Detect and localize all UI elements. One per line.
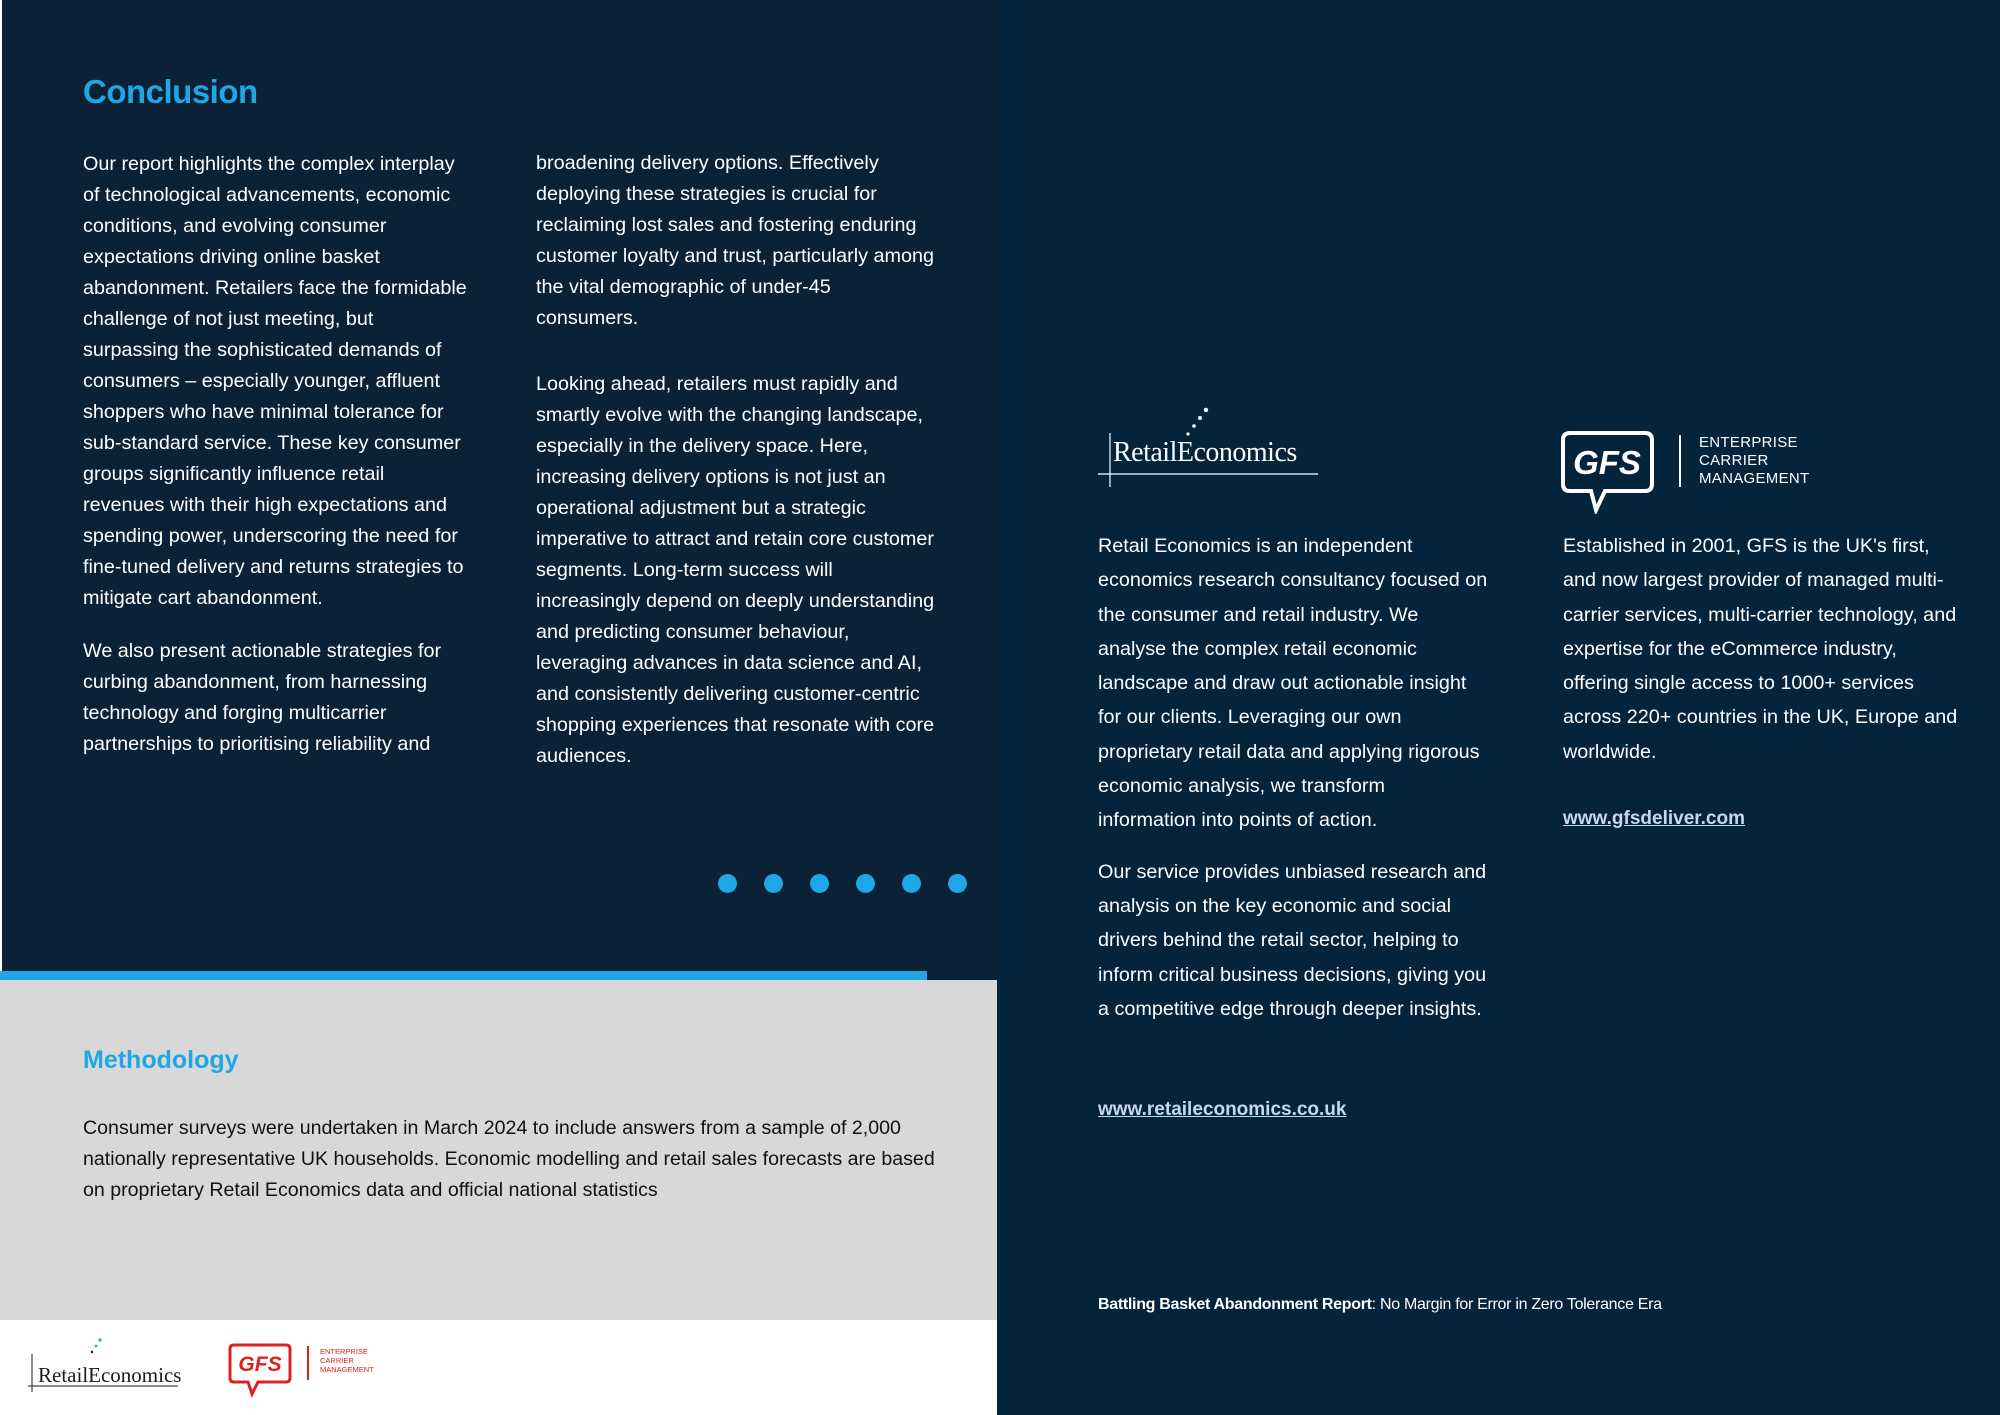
description-paragraph: Our service provides unbiased research and analysis on the key economic and social drivers behind the retail sector, helping to inform critical business decisions, giving you a competitive edge through deeper insights.: [1098, 860, 1487, 1020]
gfs-footer-logo-text: GFS: [238, 1353, 282, 1376]
footer-separator: [307, 1346, 309, 1380]
gfs-logo-icon: [1560, 430, 1655, 514]
retail-economics-footer-logo-text: RetailEconomics: [38, 1363, 182, 1387]
retail-economics-description: [1098, 529, 1488, 1043]
decorative-dots: [718, 874, 967, 893]
accent-divider: [0, 971, 927, 980]
description-paragraph: Established in 2001, GFS is the UK's first, and now largest provider of managed multi-carrier services, multi-carrier technology, and expertise for the eCommerce industry, offering single access to 1000+ services across 220+ countries in the UK, Europe and worldwide.: [1563, 535, 1958, 763]
ecm-line: ENTERPRISE: [1699, 434, 1798, 451]
description-paragraph: Retail Economics is an independent economics research consultancy focused on the consumer and retail industry. We analyse the complex retail economic landscape and draw out actionable insight for our clients. Leveraging our own proprietary retail data and applying rigorous economic analysis, we transform information into points of action.: [1098, 535, 1488, 832]
report-title: [1098, 1296, 1662, 1314]
methodology-text: Consumer surveys were undertaken in March 2024 to include answers from a sample of 2,000 nationally representative UK households. Economic modelling and retail sales forecasts are based on proprietary Retail Economics data and official national statistics: [83, 1117, 935, 1201]
dot: [856, 874, 875, 893]
ecm-line: CARRIER: [1699, 452, 1769, 469]
gfs-description: [1563, 529, 1963, 786]
gfs-footer-logo-icon: [228, 1342, 292, 1400]
retail-economics-logo-text: RetailEconomics: [1113, 437, 1297, 468]
footer-ecm-text: [320, 1347, 374, 1374]
report-title-bold: Battling Basket Abandonment Report: [1098, 1296, 1372, 1313]
dot: [718, 874, 737, 893]
dot: [810, 874, 829, 893]
conclusion-paragraph: We also present actionable strategies for curbing abandonment, from harnessing technology and forging multicarrier partnerships to prioritising reliability and: [83, 640, 442, 755]
conclusion-paragraph: Our report highlights the complex interplay of technological advancements, economic conditions, and evolving consumer expectations driving online basket abandonment. Retailers face the formidable challenge of not just meeting, but surpassing the sophisticated demands of consumers – especially younger, affluent shoppers who have minimal tolerance for sub-standard service. These key consumer groups significantly influence retail revenues with their high expectations and spending power, underscoring the need for fine-tuned delivery and returns strategies to mitigate cart abandonment.: [83, 153, 467, 609]
conclusion-paragraph: broadening delivery options. Effectively deploying these strategies is crucial for reclaiming lost sales and fostering enduring customer loyalty and trust, particularly among the vital demographic of under-45 consumers.: [536, 152, 934, 329]
ecm-line: ENTERPRISE: [320, 1347, 368, 1356]
dot: [948, 874, 967, 893]
dot: [764, 874, 783, 893]
gfs-logo-text: GFS: [1573, 444, 1641, 481]
gfs-logo-separator: [1679, 435, 1681, 487]
conclusion-title: Conclusion: [83, 73, 258, 110]
dot: [902, 874, 921, 893]
conclusion-paragraph: Looking ahead, retailers must rapidly and smartly evolve with the changing landscape, especially in the delivery space. Here, increasing delivery options is not just an operational adjustment but a strategic imperative to attract and retain core customer segments. Long-term success will increasingly depend on deeply understanding and predicting consumer behaviour, leveraging advances in data science and AI, and consistently delivering customer-centric shopping experiences that resonate with core audiences.: [536, 373, 935, 767]
conclusion-column-1: [83, 149, 468, 782]
report-title-rest: : No Margin for Error in Zero Tolerance Era: [1371, 1296, 1662, 1313]
ecm-line: MANAGEMENT: [1699, 470, 1810, 487]
retail-economics-link[interactable]: www.retaileconomics.co.uk: [1098, 1099, 1347, 1120]
ecm-line: MANAGEMENT: [320, 1365, 374, 1374]
gfs-link[interactable]: www.gfsdeliver.com: [1563, 808, 1745, 829]
conclusion-column-2: [536, 148, 936, 794]
gfs-ecm-text: [1699, 434, 1810, 488]
methodology-title: Methodology: [83, 1046, 239, 1074]
ecm-line: CARRIER: [320, 1356, 354, 1365]
